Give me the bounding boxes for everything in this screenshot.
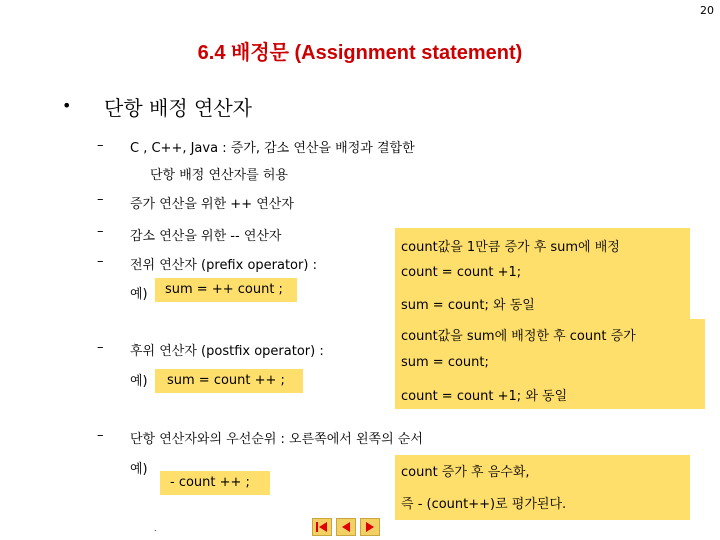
note-line: count = count +1; <box>401 265 522 280</box>
dash: – <box>97 138 104 153</box>
note-line: sum = count; <box>401 355 489 370</box>
line-precedence: 단항 연산자와의 우선순위 : 오른쪽에서 왼쪽의 순서 <box>130 432 423 447</box>
previous-page-icon <box>337 519 355 535</box>
next-page-icon <box>361 519 379 535</box>
first-page-icon <box>313 519 331 535</box>
previous-page-button[interactable] <box>336 518 356 536</box>
next-page-button[interactable] <box>360 518 380 536</box>
note-line: 즉 - (count++)로 평가된다. <box>401 497 567 512</box>
stray-dot: . <box>154 524 157 533</box>
line-languages: C , C++, Java : 증가, 감소 연산을 배정과 결합한 <box>130 141 415 156</box>
page-number: 20 <box>700 4 714 17</box>
first-page-button[interactable] <box>312 518 332 536</box>
dash: – <box>97 192 104 207</box>
dash: – <box>97 254 104 269</box>
example-label: 예) <box>130 374 148 389</box>
note-box-prefix <box>395 228 690 323</box>
note-line: count 증가 후 음수화, <box>401 465 530 480</box>
example-code-postfix: sum = count ++ ; <box>155 369 303 393</box>
example-code-prefix: sum = ++ count ; <box>155 278 297 302</box>
example-label: 예) <box>130 287 148 302</box>
example-code-precedence: - count ++ ; <box>160 471 270 495</box>
note-line: count값을 1만큼 증가 후 sum에 배정 <box>401 240 620 255</box>
line-languages-cont: 단항 배정 연산자를 허용 <box>150 168 288 183</box>
note-line: sum = count; 와 동일 <box>401 298 535 313</box>
note-line: count = count +1; 와 동일 <box>401 389 568 404</box>
example-label: 예) <box>130 462 148 477</box>
line-decrement: 감소 연산을 위한 -- 연산자 <box>130 229 282 244</box>
line-postfix: 후위 연산자 (postfix operator) : <box>130 344 324 359</box>
bullet: • <box>62 96 72 115</box>
section-heading: 단항 배정 연산자 <box>104 96 252 120</box>
line-prefix: 전위 연산자 (prefix operator) : <box>130 258 317 273</box>
dash: – <box>97 340 104 355</box>
slide-title: 6.4 배정문 (Assignment statement) <box>197 42 523 64</box>
dash: – <box>97 428 104 443</box>
note-box-precedence <box>395 455 690 520</box>
note-box-postfix <box>395 319 705 409</box>
note-line: count값을 sum에 배정한 후 count 증가 <box>401 329 636 344</box>
line-increment: 증가 연산을 위한 ++ 연산자 <box>130 197 294 212</box>
dash: – <box>97 224 104 239</box>
